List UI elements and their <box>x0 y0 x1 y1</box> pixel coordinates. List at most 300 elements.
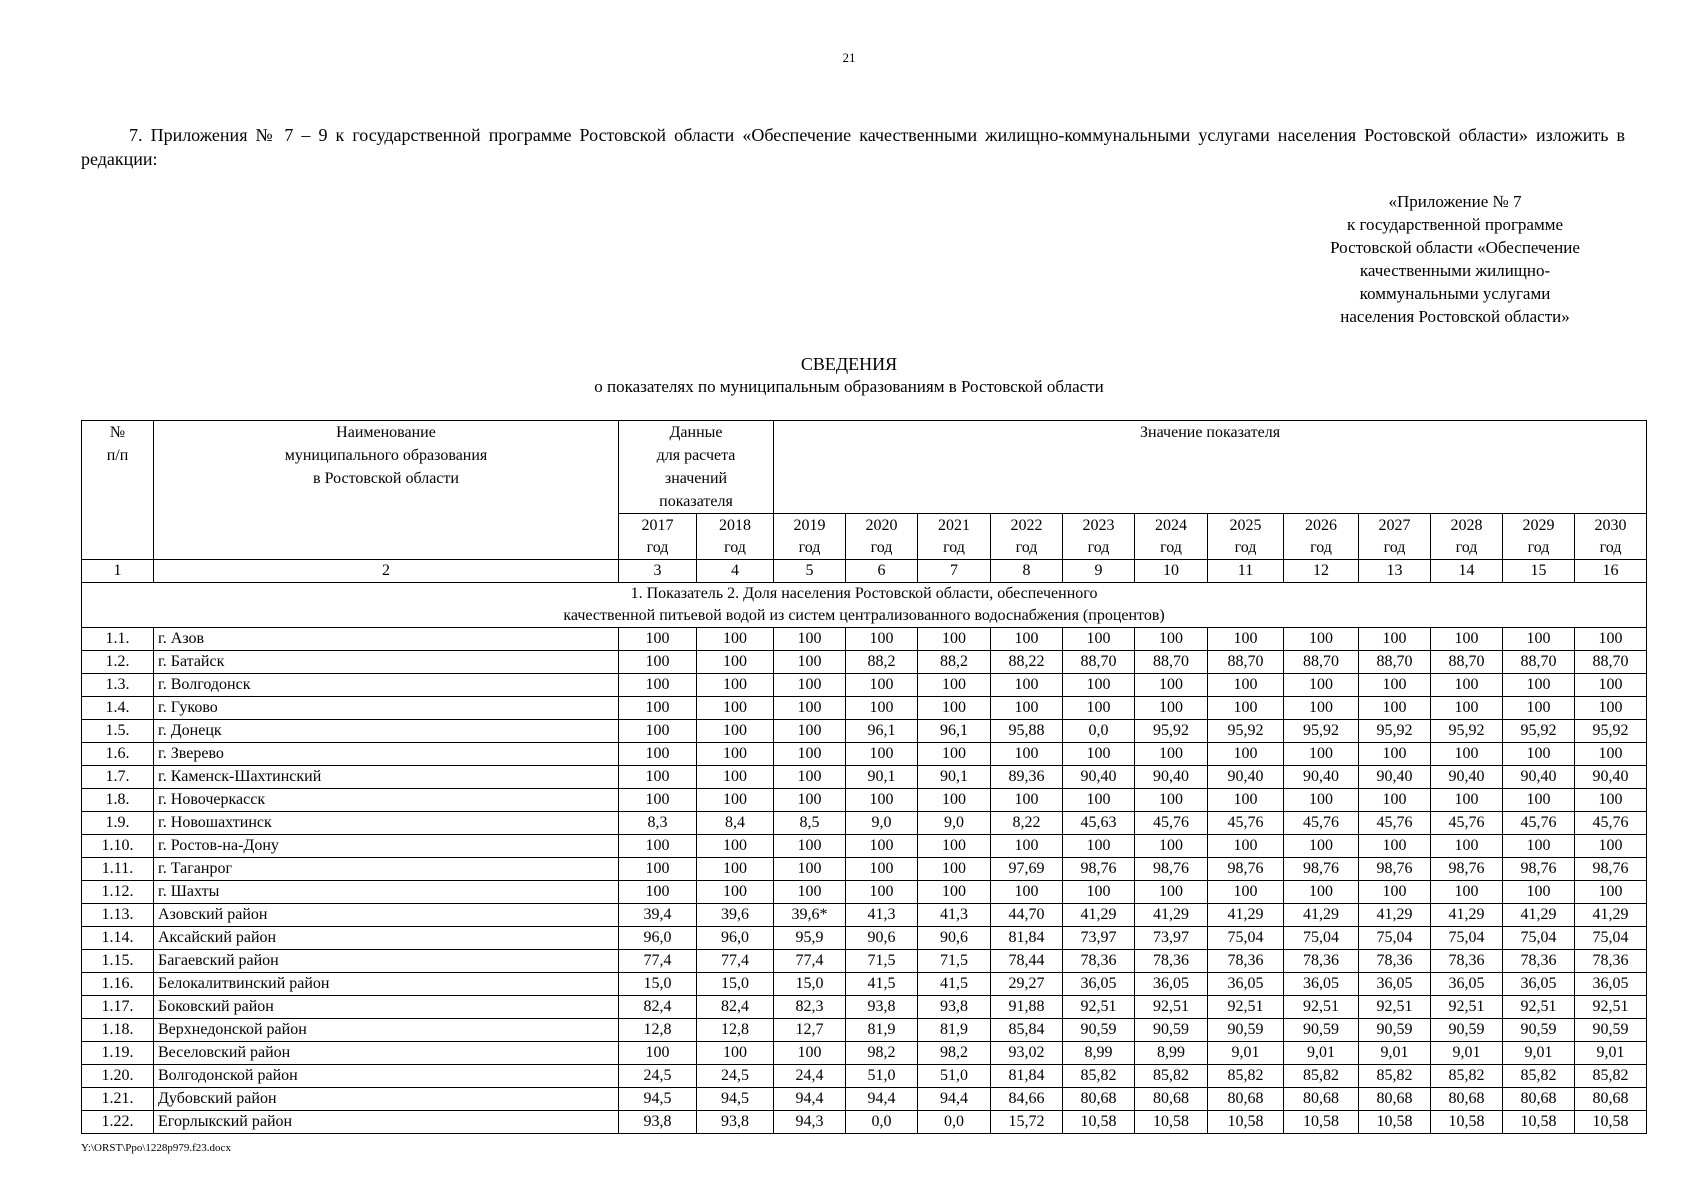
value-cell: 78,36 <box>1431 950 1503 973</box>
value-cell: 100 <box>1431 743 1503 766</box>
year-label: 2021 <box>938 516 970 534</box>
value-cell: 100 <box>774 881 846 904</box>
value-cell: 39,4 <box>619 904 697 927</box>
value-cell: 36,05 <box>1431 973 1503 996</box>
value-cell: 100 <box>619 881 697 904</box>
municipality-name: Верхнедонской район <box>154 1019 619 1042</box>
value-cell: 85,82 <box>1359 1065 1431 1088</box>
year-label: 2030 <box>1594 516 1627 534</box>
value-cell: 29,27 <box>991 973 1063 996</box>
municipality-name: г. Донецк <box>154 720 619 743</box>
value-cell: 100 <box>1135 628 1208 651</box>
value-cell: 41,3 <box>846 904 918 927</box>
year-suffix: год <box>1383 538 1406 556</box>
municipality-name: Боковский район <box>154 996 619 1019</box>
value-cell: 100 <box>991 789 1063 812</box>
value-cell: 90,59 <box>1208 1019 1284 1042</box>
value-cell: 92,51 <box>1063 996 1135 1019</box>
table-row <box>82 766 1647 789</box>
value-cell: 84,66 <box>991 1088 1063 1111</box>
value-cell: 100 <box>1135 697 1208 720</box>
value-cell: 90,59 <box>1575 1019 1647 1042</box>
row-number: 1.21. <box>82 1088 154 1111</box>
municipality-name: Аксайский район <box>154 927 619 950</box>
value-cell: 98,76 <box>1208 858 1284 881</box>
value-cell: 100 <box>774 651 846 674</box>
value-cell: 0,0 <box>918 1111 991 1134</box>
value-cell: 100 <box>1284 881 1359 904</box>
value-cell: 85,82 <box>1284 1065 1359 1088</box>
value-cell: 100 <box>697 858 774 881</box>
municipality-name: Дубовский район <box>154 1088 619 1111</box>
value-cell: 92,51 <box>1135 996 1208 1019</box>
value-cell: 45,76 <box>1284 812 1359 835</box>
municipality-name: г. Батайск <box>154 651 619 674</box>
value-cell: 90,1 <box>918 766 991 789</box>
value-cell: 85,84 <box>991 1019 1063 1042</box>
value-cell: 88,22 <box>991 651 1063 674</box>
value-cell: 100 <box>1359 835 1431 858</box>
value-cell: 88,70 <box>1063 651 1135 674</box>
value-cell: 75,04 <box>1284 927 1359 950</box>
value-cell: 88,70 <box>1575 651 1647 674</box>
row-number: 1.14. <box>82 927 154 950</box>
year-label: 2025 <box>1229 516 1262 534</box>
table-row <box>82 651 1647 674</box>
value-cell: 10,58 <box>1575 1111 1647 1134</box>
value-cell: 100 <box>846 743 918 766</box>
value-cell: 78,36 <box>1284 950 1359 973</box>
value-cell: 100 <box>918 858 991 881</box>
value-cell: 100 <box>1284 628 1359 651</box>
value-cell: 45,76 <box>1359 812 1431 835</box>
value-cell: 15,0 <box>774 973 846 996</box>
header-year <box>918 514 991 560</box>
table-row <box>82 950 1647 973</box>
value-cell: 100 <box>1284 789 1359 812</box>
value-cell: 98,76 <box>1063 858 1135 881</box>
value-cell: 90,40 <box>1208 766 1284 789</box>
table-row <box>82 973 1647 996</box>
value-cell: 100 <box>846 835 918 858</box>
value-cell: 92,51 <box>1359 996 1431 1019</box>
header-year <box>774 514 846 560</box>
value-cell: 100 <box>1431 628 1503 651</box>
value-cell: 100 <box>1284 697 1359 720</box>
value-cell: 95,88 <box>991 720 1063 743</box>
value-cell: 80,68 <box>1359 1088 1431 1111</box>
value-cell: 80,68 <box>1208 1088 1284 1111</box>
value-cell: 92,51 <box>1503 996 1575 1019</box>
value-cell: 9,01 <box>1284 1042 1359 1065</box>
year-suffix: год <box>1455 538 1478 556</box>
value-cell: 95,92 <box>1135 720 1208 743</box>
value-cell: 93,8 <box>697 1111 774 1134</box>
year-label: 2018 <box>719 516 751 534</box>
column-numbers-row <box>82 560 1647 583</box>
value-cell: 100 <box>619 743 697 766</box>
value-cell: 0,0 <box>846 1111 918 1134</box>
row-number: 1.22. <box>82 1111 154 1134</box>
municipality-name: Волгодонской район <box>154 1065 619 1088</box>
value-cell: 88,70 <box>1135 651 1208 674</box>
year-suffix: год <box>798 538 821 556</box>
column-number: 10 <box>1135 560 1208 583</box>
value-cell: 45,76 <box>1575 812 1647 835</box>
value-cell: 100 <box>697 651 774 674</box>
year-suffix: год <box>1234 538 1257 556</box>
value-cell: 100 <box>619 628 697 651</box>
value-cell: 100 <box>1284 835 1359 858</box>
value-cell: 90,1 <box>846 766 918 789</box>
value-cell: 100 <box>1359 789 1431 812</box>
value-cell: 100 <box>1575 835 1647 858</box>
value-cell: 9,01 <box>1503 1042 1575 1065</box>
value-cell: 85,82 <box>1135 1065 1208 1088</box>
value-cell: 100 <box>1575 628 1647 651</box>
value-cell: 90,6 <box>918 927 991 950</box>
value-cell: 100 <box>1284 674 1359 697</box>
value-cell: 41,5 <box>846 973 918 996</box>
year-label: 2028 <box>1450 516 1483 534</box>
header-year <box>697 514 774 560</box>
value-cell: 36,05 <box>1063 973 1135 996</box>
value-cell: 100 <box>774 1042 846 1065</box>
value-cell: 12,8 <box>697 1019 774 1042</box>
value-cell: 94,4 <box>774 1088 846 1111</box>
value-cell: 93,8 <box>918 996 991 1019</box>
row-number: 1.12. <box>82 881 154 904</box>
header-indicator-value: Значение показателя <box>774 421 1647 514</box>
year-suffix: год <box>1527 538 1550 556</box>
value-cell: 78,36 <box>1135 950 1208 973</box>
municipality-name: г. Зверево <box>154 743 619 766</box>
annex-line: населения Ростовской области» <box>1340 307 1570 326</box>
value-cell: 95,92 <box>1431 720 1503 743</box>
year-suffix: год <box>1310 538 1332 556</box>
value-cell: 100 <box>1503 881 1575 904</box>
municipality-name: г. Таганрог <box>154 858 619 881</box>
annex-line: Ростовской области «Обеспечение <box>1330 238 1580 257</box>
municipality-name: Азовский район <box>154 904 619 927</box>
year-suffix: год <box>1599 538 1622 556</box>
value-cell: 100 <box>1208 697 1284 720</box>
value-cell: 88,2 <box>846 651 918 674</box>
column-number: 16 <box>1575 560 1647 583</box>
value-cell: 75,04 <box>1575 927 1647 950</box>
column-number: 2 <box>154 560 619 583</box>
value-cell: 41,29 <box>1208 904 1284 927</box>
value-cell: 36,05 <box>1135 973 1208 996</box>
value-cell: 95,92 <box>1284 720 1359 743</box>
table-row <box>82 674 1647 697</box>
value-cell: 100 <box>1208 789 1284 812</box>
value-cell: 88,2 <box>918 651 991 674</box>
value-cell: 92,51 <box>1575 996 1647 1019</box>
value-cell: 45,76 <box>1208 812 1284 835</box>
value-cell: 100 <box>918 697 991 720</box>
value-cell: 90,40 <box>1284 766 1359 789</box>
value-cell: 90,59 <box>1359 1019 1431 1042</box>
value-cell: 100 <box>774 858 846 881</box>
value-cell: 100 <box>1135 674 1208 697</box>
year-suffix: год <box>943 538 965 556</box>
value-cell: 100 <box>1575 881 1647 904</box>
column-number: 7 <box>918 560 991 583</box>
value-cell: 100 <box>697 766 774 789</box>
annex-line: коммунальными услугами <box>1359 284 1551 303</box>
value-cell: 73,97 <box>1135 927 1208 950</box>
value-cell: 8,5 <box>774 812 846 835</box>
value-cell: 80,68 <box>1063 1088 1135 1111</box>
value-cell: 10,58 <box>1431 1111 1503 1134</box>
table-row <box>82 1019 1647 1042</box>
table-row <box>82 628 1647 651</box>
value-cell: 100 <box>1284 743 1359 766</box>
column-number: 12 <box>1284 560 1359 583</box>
value-cell: 15,0 <box>697 973 774 996</box>
value-cell: 100 <box>991 697 1063 720</box>
value-cell: 100 <box>1503 628 1575 651</box>
value-cell: 98,2 <box>846 1042 918 1065</box>
value-cell: 77,4 <box>619 950 697 973</box>
value-cell: 75,04 <box>1359 927 1431 950</box>
value-cell: 80,68 <box>1503 1088 1575 1111</box>
column-number: 11 <box>1208 560 1284 583</box>
value-cell: 41,29 <box>1063 904 1135 927</box>
value-cell: 100 <box>619 858 697 881</box>
value-cell: 100 <box>619 1042 697 1065</box>
value-cell: 41,29 <box>1575 904 1647 927</box>
row-number: 1.9. <box>82 812 154 835</box>
value-cell: 93,8 <box>619 1111 697 1134</box>
header-calc-data: Данные для расчета значений показателя <box>619 421 774 514</box>
value-cell: 10,58 <box>1208 1111 1284 1134</box>
value-cell: 89,36 <box>991 766 1063 789</box>
value-cell: 41,29 <box>1284 904 1359 927</box>
value-cell: 100 <box>1503 835 1575 858</box>
value-cell: 9,0 <box>918 812 991 835</box>
table-row <box>82 789 1647 812</box>
value-cell: 88,70 <box>1431 651 1503 674</box>
value-cell: 44,70 <box>991 904 1063 927</box>
value-cell: 85,82 <box>1575 1065 1647 1088</box>
value-cell: 100 <box>991 881 1063 904</box>
value-cell: 41,5 <box>918 973 991 996</box>
value-cell: 100 <box>918 881 991 904</box>
header-year <box>619 514 697 560</box>
column-number: 5 <box>774 560 846 583</box>
municipality-name: г. Новочеркасск <box>154 789 619 812</box>
value-cell: 9,01 <box>1575 1042 1647 1065</box>
header-year <box>1359 514 1431 560</box>
intro-paragraph: 7. Приложения № 7 – 9 к государственной программе Ростовской области «Обеспечение качественными жилищно-коммунальными услугами населения Ростовской области» изложить в редакции: <box>81 125 1625 169</box>
value-cell: 90,59 <box>1503 1019 1575 1042</box>
value-cell: 10,58 <box>1284 1111 1359 1134</box>
header-year <box>1284 514 1359 560</box>
header-year <box>1575 514 1647 560</box>
value-cell: 88,70 <box>1503 651 1575 674</box>
value-cell: 98,76 <box>1431 858 1503 881</box>
value-cell: 45,76 <box>1135 812 1208 835</box>
value-cell: 85,82 <box>1208 1065 1284 1088</box>
header-year <box>1063 514 1135 560</box>
municipality-name: Белокалитвинский район <box>154 973 619 996</box>
value-cell: 81,84 <box>991 1065 1063 1088</box>
annex-line: к государственной программе <box>1346 215 1564 234</box>
header-municipality: Наименование муниципального образования в Ростовской области <box>154 421 619 560</box>
value-cell: 100 <box>846 628 918 651</box>
table-row <box>82 1111 1647 1134</box>
value-cell: 100 <box>774 720 846 743</box>
header-year <box>1503 514 1575 560</box>
value-cell: 100 <box>918 743 991 766</box>
row-number: 1.2. <box>82 651 154 674</box>
value-cell: 41,29 <box>1503 904 1575 927</box>
year-label: 2026 <box>1305 516 1337 534</box>
column-number: 8 <box>991 560 1063 583</box>
year-label: 2022 <box>1010 516 1043 534</box>
value-cell: 98,76 <box>1359 858 1431 881</box>
value-cell: 100 <box>1503 674 1575 697</box>
header-number: № п/п <box>82 421 154 560</box>
value-cell: 78,36 <box>1575 950 1647 973</box>
municipality-name: г. Гуково <box>154 697 619 720</box>
value-cell: 100 <box>846 697 918 720</box>
value-cell: 100 <box>619 835 697 858</box>
value-cell: 100 <box>697 628 774 651</box>
column-number: 9 <box>1063 560 1135 583</box>
value-cell: 100 <box>619 766 697 789</box>
indicators-table <box>81 420 1647 1134</box>
value-cell: 100 <box>1135 789 1208 812</box>
municipality-name: г. Ростов-на-Дону <box>154 835 619 858</box>
value-cell: 92,51 <box>1284 996 1359 1019</box>
value-cell: 98,76 <box>1135 858 1208 881</box>
table-row <box>82 812 1647 835</box>
value-cell: 100 <box>1575 674 1647 697</box>
value-cell: 100 <box>697 835 774 858</box>
value-cell: 95,92 <box>1575 720 1647 743</box>
value-cell: 100 <box>1503 789 1575 812</box>
value-cell: 51,0 <box>846 1065 918 1088</box>
value-cell: 100 <box>619 674 697 697</box>
value-cell: 100 <box>1208 743 1284 766</box>
value-cell: 15,0 <box>619 973 697 996</box>
value-cell: 78,36 <box>1208 950 1284 973</box>
value-cell: 100 <box>697 1042 774 1065</box>
value-cell: 8,3 <box>619 812 697 835</box>
row-number: 1.5. <box>82 720 154 743</box>
document-title: СВЕДЕНИЯ <box>800 354 898 374</box>
value-cell: 100 <box>918 628 991 651</box>
municipality-name: г. Шахты <box>154 881 619 904</box>
value-cell: 92,51 <box>1431 996 1503 1019</box>
value-cell: 82,4 <box>697 996 774 1019</box>
value-cell: 9,0 <box>846 812 918 835</box>
value-cell: 75,04 <box>1503 927 1575 950</box>
table-row <box>82 743 1647 766</box>
value-cell: 100 <box>1431 881 1503 904</box>
value-cell: 100 <box>991 835 1063 858</box>
value-cell: 100 <box>774 766 846 789</box>
value-cell: 10,58 <box>1359 1111 1431 1134</box>
value-cell: 8,99 <box>1135 1042 1208 1065</box>
row-number: 1.18. <box>82 1019 154 1042</box>
value-cell: 100 <box>1063 835 1135 858</box>
value-cell: 100 <box>1431 697 1503 720</box>
value-cell: 100 <box>774 628 846 651</box>
value-cell: 45,76 <box>1503 812 1575 835</box>
table-row <box>82 904 1647 927</box>
value-cell: 98,76 <box>1503 858 1575 881</box>
year-label: 2027 <box>1378 516 1411 534</box>
value-cell: 10,58 <box>1063 1111 1135 1134</box>
value-cell: 100 <box>1575 789 1647 812</box>
value-cell: 8,4 <box>697 812 774 835</box>
value-cell: 100 <box>918 674 991 697</box>
value-cell: 100 <box>1431 789 1503 812</box>
annex-line: «Приложение № 7 <box>1388 192 1522 211</box>
value-cell: 100 <box>1063 789 1135 812</box>
value-cell: 94,3 <box>774 1111 846 1134</box>
municipality-name: г. Новошахтинск <box>154 812 619 835</box>
header-year <box>846 514 918 560</box>
header-year <box>1135 514 1208 560</box>
value-cell: 88,70 <box>1208 651 1284 674</box>
header-year <box>1431 514 1503 560</box>
value-cell: 71,5 <box>918 950 991 973</box>
table-row <box>82 835 1647 858</box>
value-cell: 100 <box>697 720 774 743</box>
year-suffix: год <box>1015 538 1038 556</box>
table-row <box>82 927 1647 950</box>
table-row <box>82 1088 1647 1111</box>
value-cell: 94,4 <box>918 1088 991 1111</box>
value-cell: 90,59 <box>1135 1019 1208 1042</box>
row-number: 1.1. <box>82 628 154 651</box>
value-cell: 81,9 <box>846 1019 918 1042</box>
value-cell: 100 <box>619 789 697 812</box>
value-cell: 100 <box>1359 628 1431 651</box>
year-suffix: год <box>646 538 669 556</box>
section-title: 1. Показатель 2. Доля населения Ростовской области, обеспеченного качественной питьевой водой из систем централизованного водоснабжения (процентов) <box>82 583 1647 628</box>
value-cell: 90,59 <box>1063 1019 1135 1042</box>
value-cell: 41,3 <box>918 904 991 927</box>
value-cell: 100 <box>1135 881 1208 904</box>
value-cell: 90,59 <box>1284 1019 1359 1042</box>
row-number: 1.11. <box>82 858 154 881</box>
data-rows <box>82 628 1647 1134</box>
value-cell: 90,40 <box>1063 766 1135 789</box>
value-cell: 90,40 <box>1431 766 1503 789</box>
document-subtitle: о показателях по муниципальным образованиям в Ростовской области <box>594 377 1104 396</box>
value-cell: 9,01 <box>1208 1042 1284 1065</box>
row-number: 1.7. <box>82 766 154 789</box>
column-number: 6 <box>846 560 918 583</box>
column-number: 4 <box>697 560 774 583</box>
value-cell: 95,9 <box>774 927 846 950</box>
row-number: 1.19. <box>82 1042 154 1065</box>
value-cell: 73,97 <box>1063 927 1135 950</box>
value-cell: 95,92 <box>1208 720 1284 743</box>
value-cell: 100 <box>1431 835 1503 858</box>
value-cell: 90,40 <box>1135 766 1208 789</box>
footer-file-path: Y:\ORST\Ppo\1228p979.f23.docx <box>81 1142 231 1154</box>
value-cell: 8,22 <box>991 812 1063 835</box>
value-cell: 45,76 <box>1431 812 1503 835</box>
value-cell: 8,99 <box>1063 1042 1135 1065</box>
